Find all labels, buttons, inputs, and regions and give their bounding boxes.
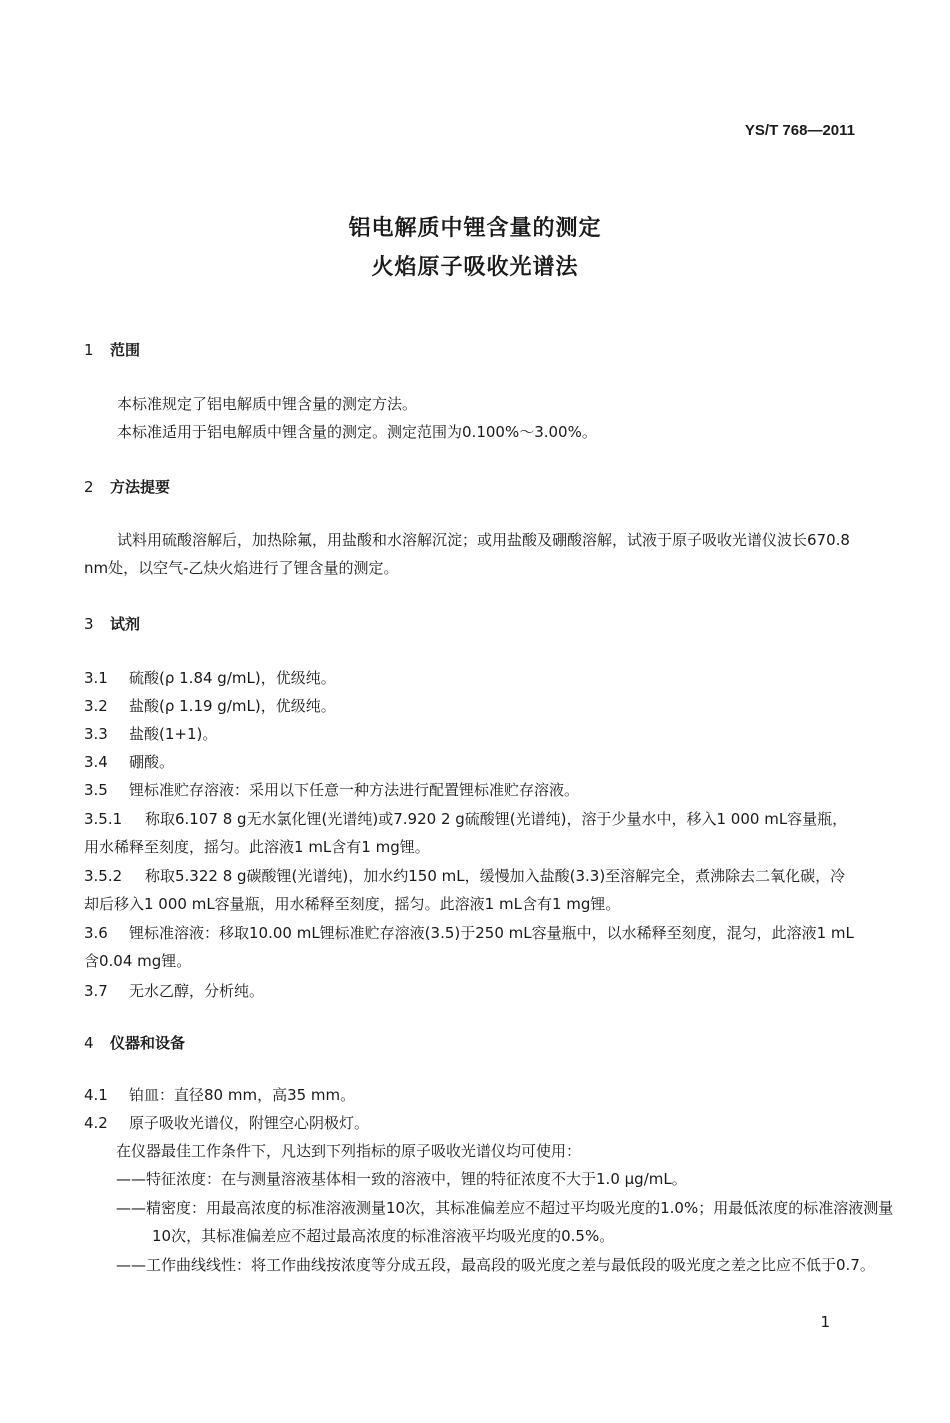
clause-text: 硫酸(ρ 1.84 g/mL)，优级纯。: [129, 669, 336, 687]
clause-text: 无水乙醇，分析纯。: [129, 982, 265, 1000]
section-title: 范围: [110, 341, 141, 359]
scope-paragraph-1: 本标准规定了铝电解质中锂含量的测定方法。: [117, 395, 418, 413]
clause-number: 3.2: [84, 697, 108, 715]
requirement-linearity: ——工作曲线线性：将工作曲线按浓度等分成五段，最高段的吸光度之差与最低段的吸光度之差之比应不低于0.7。: [116, 1256, 875, 1274]
clause-number: 3.7: [84, 982, 108, 1000]
clause-3-3: [84, 720, 859, 748]
clause-text: 原子吸收光谱仪，附锂空心阴极灯。: [129, 1114, 370, 1132]
clause-3-4: [84, 748, 859, 776]
clause-text: 锂标准贮存溶液：采用以下任意一种方法进行配置锂标准贮存溶液。: [129, 781, 580, 799]
instrument-requirements-intro: 在仪器最佳工作条件下，凡达到下列指标的原子吸收光谱仪均可使用：: [116, 1142, 582, 1160]
section-title: 方法提要: [110, 478, 171, 496]
clause-number: 3.6: [84, 924, 108, 942]
section-number: 1: [84, 341, 94, 359]
section-number: 2: [84, 478, 94, 496]
clause-number: 3.4: [84, 753, 108, 771]
method-summary-paragraph: 试料用硫酸溶解后，加热除氟，用盐酸和水溶解沉淀；或用盐酸及硼酸溶解，试液于原子吸收光谱仪波长670.8 nm处，以空气-乙炔火焰进行了锂含量的测定。: [84, 531, 850, 577]
section-title: 试剂: [110, 615, 141, 633]
clause-3-5: [84, 776, 859, 804]
section-4-heading: [84, 1032, 185, 1053]
requirement-characteristic-concentration: ——特征浓度：在与测量溶液基体相一致的溶液中，锂的特征浓度不大于1.0 μg/mL。: [116, 1170, 687, 1188]
clause-4-2: [84, 1109, 859, 1137]
clause-3-7: [84, 977, 859, 1005]
clause-number: 4.1: [84, 1086, 108, 1104]
clause-text: 盐酸(1+1)。: [129, 725, 218, 743]
clause-number: 3.3: [84, 725, 108, 743]
section-number: 4: [84, 1034, 94, 1052]
section-1-heading: [84, 339, 140, 360]
section-3-heading: [84, 613, 140, 634]
title-line-1: 铝电解质中锂含量的测定: [348, 216, 602, 241]
section-2-heading: [84, 476, 170, 497]
clause-number: 3.5.2: [84, 867, 123, 885]
clause-3-1: [84, 664, 859, 692]
standard-code: YS/T 768—2011: [744, 122, 855, 139]
title-line-2: 火焰原子吸收光谱法: [371, 255, 579, 280]
clause-number: 4.2: [84, 1114, 108, 1132]
clause-text: 称取6.107 8 g无水氯化锂(光谱纯)或7.920 2 g硫酸锂(光谱纯)，溶于少量水中，移入1 000 mL容量瓶，用水稀释至刻度，摇匀。此溶液1 mL含有1 mg锂。: [84, 810, 848, 856]
scope-paragraph-2: 本标准适用于铝电解质中锂含量的测定。测定范围为0.100%～3.00%。: [117, 423, 597, 441]
clause-text: 称取5.322 8 g碳酸锂(光谱纯)，加水约150 mL，缓慢加入盐酸(3.3)至溶解完全，煮沸除去二氧化碳，冷却后移入1 000 mL容量瓶，用水稀释至刻度，摇匀。此溶液1 mL含有1 mg锂。: [84, 867, 846, 913]
clause-number: 3.5: [84, 781, 108, 799]
clause-text: 铂皿：直径80 mm，高35 mm。: [129, 1086, 356, 1104]
clause-4-1: [84, 1081, 859, 1109]
clause-3-5-1: [84, 805, 859, 861]
clause-number: 3.5.1: [84, 810, 123, 828]
clause-number: 3.1: [84, 669, 108, 687]
page-number: 1: [820, 1313, 830, 1331]
section-number: 3: [84, 615, 94, 633]
clause-text: 锂标准溶液：移取10.00 mL锂标准贮存溶液(3.5)于250 mL容量瓶中，以水稀释至刻度，混匀，此溶液1 mL含0.04 mg锂。: [84, 924, 854, 970]
clause-3-6: [84, 919, 859, 975]
clause-3-5-2: [84, 862, 859, 918]
section-title: 仪器和设备: [110, 1034, 186, 1052]
clause-text: 硼酸。: [129, 753, 175, 771]
clause-3-2: [84, 692, 859, 720]
clause-text: 盐酸(ρ 1.19 g/mL)，优级纯。: [129, 697, 336, 715]
requirement-precision: ——精密度：用最高浓度的标准溶液测量10次，其标准偏差应不超过平均吸光度的1.0%；用最低浓度的标准溶液测量10次，其标准偏差应不超过最高浓度的标准溶液平均吸光度的0.5%。: [116, 1199, 894, 1245]
